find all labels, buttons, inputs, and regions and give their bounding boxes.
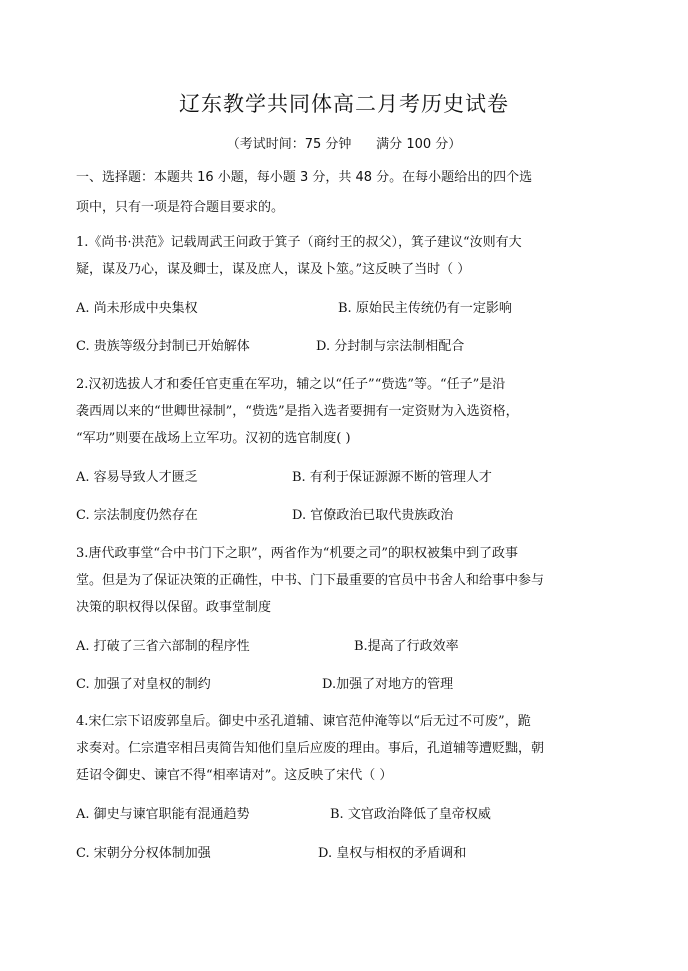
question-2-stem-line-3: “军功”则要在战场上立军功。汉初的选官制度( ) (76, 431, 351, 446)
question-4-stem-line-3: 廷诏令御史、谏官不得“相率请对”。这反映了宋代（ ） (76, 768, 393, 783)
question-4-stem-line-1: 4.宋仁宗下诏废郭皇后。御史中丞孔道辅、谏官范仲淹等以“后无过不可废”，跪 (76, 714, 531, 729)
question-2-stem-line-2: 袭西周以来的“世卿世禄制”，“赀选”是指入选者要拥有一定资财为入选资格， (76, 404, 519, 419)
question-1-option-c: C. 贵族等级分封制已开始解体 (76, 339, 250, 354)
question-4-option-d: D. 皇权与相权的矛盾调和 (318, 846, 467, 861)
question-3-option-c: C. 加强了对皇权的制约 (76, 677, 211, 692)
question-3-stem-line-2: 堂。但是为了保证决策的正确性，中书、门下最重要的官员中书舍人和给事中参与 (76, 573, 545, 588)
question-1-stem-line-2: 疑，谋及乃心，谋及卿士，谋及庶人，谋及卜筮。”这反映了当时（ ） (76, 262, 471, 277)
question-1-option-d: D. 分封制与宗法制相配合 (316, 339, 465, 354)
question-1-option-a: A. 尚未形成中央集权 (76, 301, 198, 316)
question-3-option-a: A. 打破了三省六部制的程序性 (76, 639, 250, 654)
question-3-option-d: D.加强了对地方的管理 (322, 677, 454, 692)
question-4-option-b: B. 文官政治降低了皇帝权威 (330, 807, 491, 822)
section-heading-line-2: 项中，只有一项是符合题目要求的。 (76, 200, 285, 215)
question-1-stem-line-1: 1.《尚书·洪范》记载周武王问政于箕子（商纣王的叔父），箕子建议“汝则有大 (76, 235, 522, 250)
section-heading-line-1: 一、选择题：本题共 16 小题，每小题 3 分，共 48 分。在每小题给出的四个选 (76, 170, 533, 185)
question-2-option-b: B. 有利于保证源源不断的管理人才 (292, 470, 492, 485)
question-4-option-c: C. 宋朝分分权体制加强 (76, 846, 211, 861)
question-4-option-a: A. 御史与谏官职能有混通趋势 (76, 807, 250, 822)
page-title: 辽东教学共同体高二月考历史试卷 (179, 92, 509, 116)
question-2-stem-line-1: 2.汉初选拔人才和委任官吏重在军功，辅之以“任子”“赀选”等。“任子”是沿 (76, 377, 506, 392)
question-3-stem-line-1: 3.唐代政事堂“合中书门下之职”，两省作为“机要之司”的职权被集中到了政事 (76, 546, 518, 561)
exam-info: （考试时间：75 分钟 满分 100 分） (226, 137, 462, 152)
question-3-option-b: B.提高了行政效率 (354, 639, 459, 654)
question-2-option-c: C. 宗法制度仍然存在 (76, 508, 198, 523)
question-3-stem-line-3: 决策的职权得以保留。政事堂制度 (76, 600, 272, 615)
question-4-stem-line-2: 求奏对。仁宗遣宰相吕夷简告知他们皇后应废的理由。事后，孔道辅等遭贬黜，朝 (76, 741, 545, 756)
question-2-option-d: D. 官僚政治已取代贵族政治 (292, 508, 454, 523)
question-1-option-b: B. 原始民主传统仍有一定影响 (338, 301, 512, 316)
question-2-option-a: A. 容易导致人才匮乏 (76, 470, 198, 485)
